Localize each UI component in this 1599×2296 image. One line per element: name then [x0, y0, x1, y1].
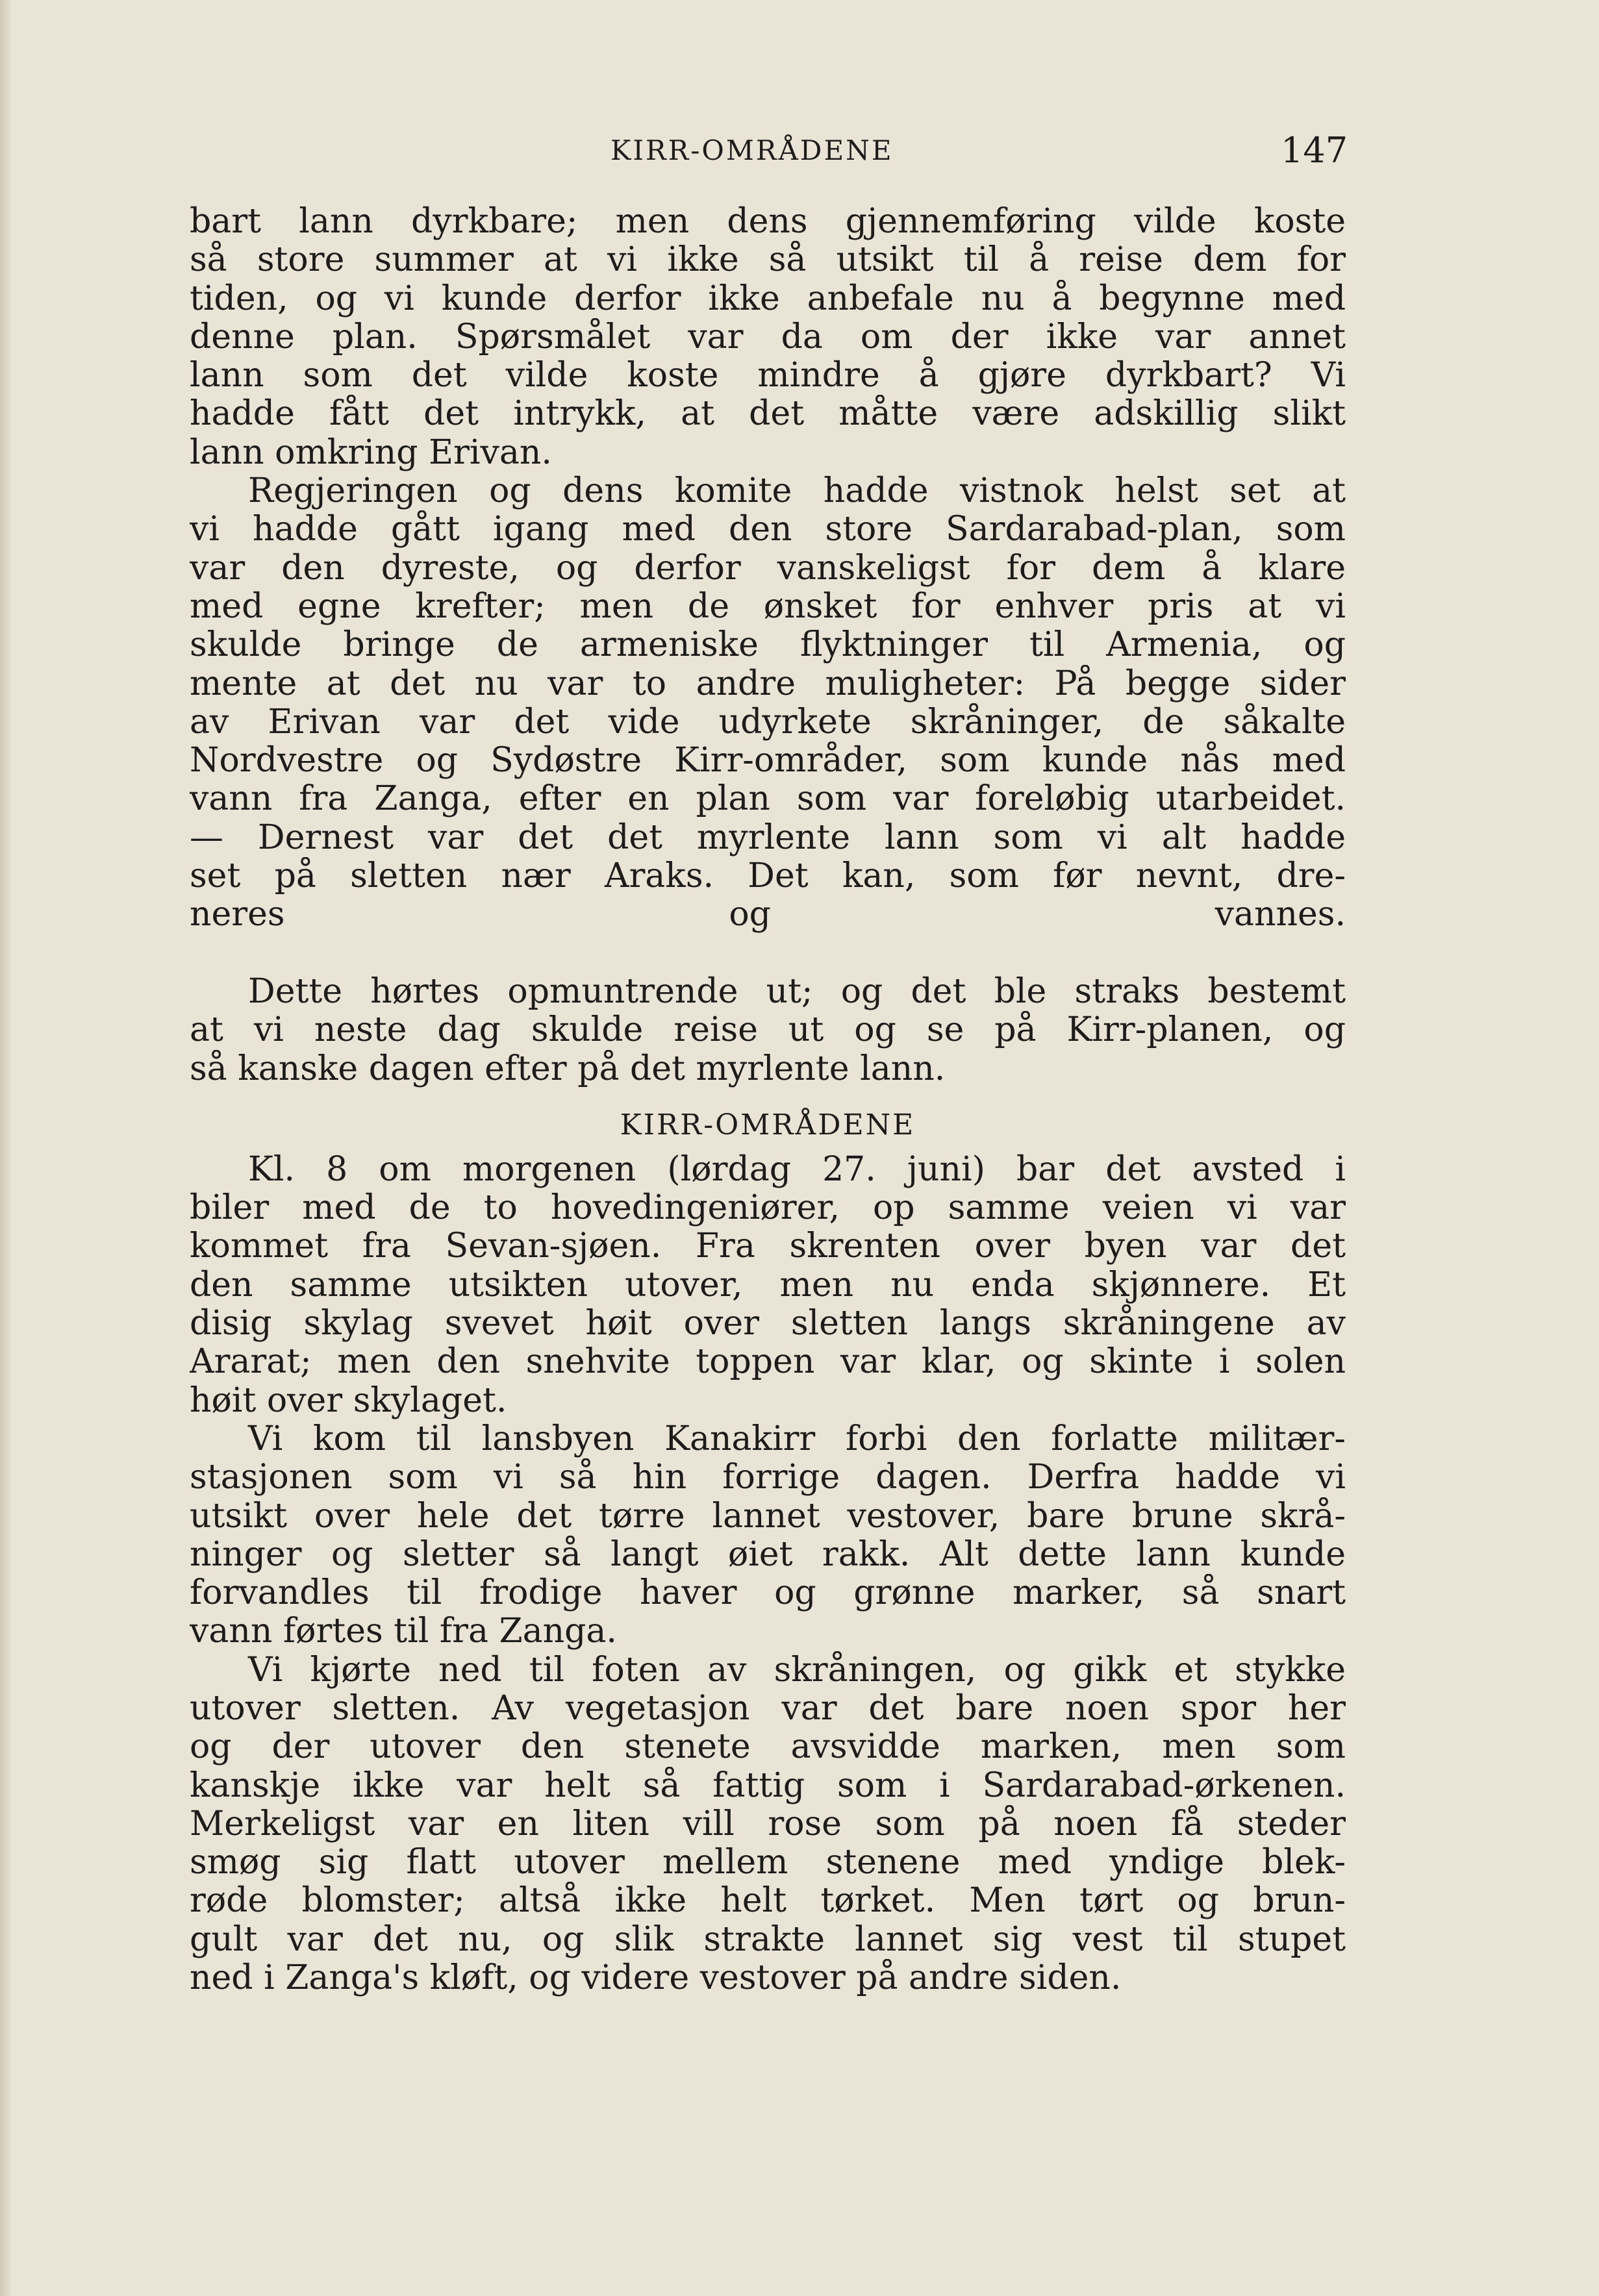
body-text — [190, 203, 1346, 1997]
text-line: kommet fra Sevan-sjøen. Fra skrenten over byen var det — [190, 1227, 1346, 1266]
text-line: vann førtes til fra Zanga. — [190, 1612, 617, 1651]
text-line: gult var det nu, og slik strakte lannet sig vest til stupet — [190, 1920, 1346, 1959]
text-line: forvandles til frodige haver og grønne marker, så snart — [190, 1574, 1346, 1613]
text-line: Ararat; men den snehvite toppen var klar, og skinte i solen — [190, 1343, 1346, 1382]
text-line: mente at det nu var to andre muligheter: På begge sider — [190, 664, 1346, 703]
text-line — [190, 934, 1346, 973]
section-heading: KIRR-OMRÅDENE — [620, 1108, 916, 1142]
text-line: disig skylag svevet høit over sletten langs skråningene av — [190, 1304, 1346, 1343]
text-line: røde blomster; altså ikke helt tørket. Men tørt og brun- — [190, 1882, 1346, 1921]
text-line: ninger og sletter så langt øiet rakk. Alt dette lann kunde — [190, 1535, 1346, 1574]
text-line: Vi kom til lansbyen Kanakirr forbi den forlatte militær- — [248, 1419, 1346, 1458]
text-line: bart lann dyrkbare; men dens gjennemføring vilde koste — [190, 203, 1346, 241]
text-line: neres og vannes. — [190, 895, 1346, 934]
text-line: skulde bringe de armeniske flyktninger til Armenia, og — [190, 626, 1346, 665]
text-line: vann fra Zanga, efter en plan som var foreløbig utarbeidet. — [190, 780, 1346, 819]
text-line: denne plan. Spørsmålet var da om der ikke var annet — [190, 318, 1346, 356]
text-line: ned i Zanga's kløft, og videre vestover på andre siden. — [190, 1959, 1122, 1998]
text-line: lann omkring Erivan. — [190, 433, 552, 472]
text-line: Kl. 8 om morgenen (lørdag 27. juni) bar det avsted i — [248, 1150, 1346, 1189]
text-line: utover sletten. Av vegetasjon var det bare noen spor her — [190, 1689, 1346, 1728]
text-line: — Dernest var det det myrlente lann som vi alt hadde — [190, 818, 1346, 857]
text-line: var den dyreste, og derfor vanskeligst for dem å klare — [190, 549, 1346, 588]
text-line: med egne krefter; men de ønsket for enhver pris at vi — [190, 587, 1346, 626]
text-line: Regjeringen og dens komite hadde vistnok helst set at — [248, 472, 1346, 511]
text-line: vi hadde gått igang med den store Sardarabad-plan, som — [190, 510, 1346, 549]
text-line: stasjonen som vi så hin forrige dagen. Derfra hadde vi — [190, 1458, 1346, 1497]
text-line: set på sletten nær Araks. Det kan, som før nevnt, dre- — [190, 857, 1346, 896]
text-line: den samme utsikten utover, men nu enda skjønnere. Et — [190, 1266, 1346, 1304]
text-line: Merkeligst var en liten vill rose som på noen få steder — [190, 1804, 1346, 1843]
text-line: smøg sig flatt utover mellem stenene med yndige blek- — [190, 1843, 1346, 1882]
text-line: hadde fått det intrykk, at det måtte være adskillig slikt — [190, 395, 1346, 434]
text-line: Nordvestre og Sydøstre Kirr-områder, som kunde nås med — [190, 742, 1346, 780]
text-line: at vi neste dag skulde reise ut og se på Kirr-planen, og — [190, 1011, 1346, 1050]
text-line: høit over skylaget. — [190, 1381, 507, 1420]
text-line: og der utover den stenete avsvidde marken, men som — [190, 1728, 1346, 1767]
text-line: av Erivan var det vide udyrkete skråninger, de såkalte — [190, 703, 1346, 742]
text-line: biler med de to hovedingeniører, op samme veien vi var — [190, 1189, 1346, 1228]
text-line: så store summer at vi ikke så utsikt til å reise dem for — [190, 241, 1346, 280]
running-head-title: KIRR-OMRÅDENE — [611, 134, 894, 166]
text-line: Vi kjørte ned til foten av skråningen, og gikk et stykke — [248, 1651, 1346, 1690]
text-line: utsikt over hele det tørre lannet vestover, bare brune skrå- — [190, 1497, 1346, 1536]
text-line: tiden, og vi kunde derfor ikke anbefale nu å begynne med — [190, 279, 1346, 318]
text-line: så kanske dagen efter på det myrlente lann. — [190, 1049, 946, 1088]
text-line: kanskje ikke var helt så fattig som i Sardarabad-ørkenen. — [190, 1766, 1346, 1805]
text-line: Dette hørtes opmuntrende ut; og det ble straks bestemt — [248, 972, 1346, 1011]
page-binding-edge — [0, 0, 12, 2296]
page-number: 147 — [1281, 130, 1348, 171]
text-line: lann som det vilde koste mindre å gjøre dyrkbart? Vi — [190, 356, 1346, 395]
